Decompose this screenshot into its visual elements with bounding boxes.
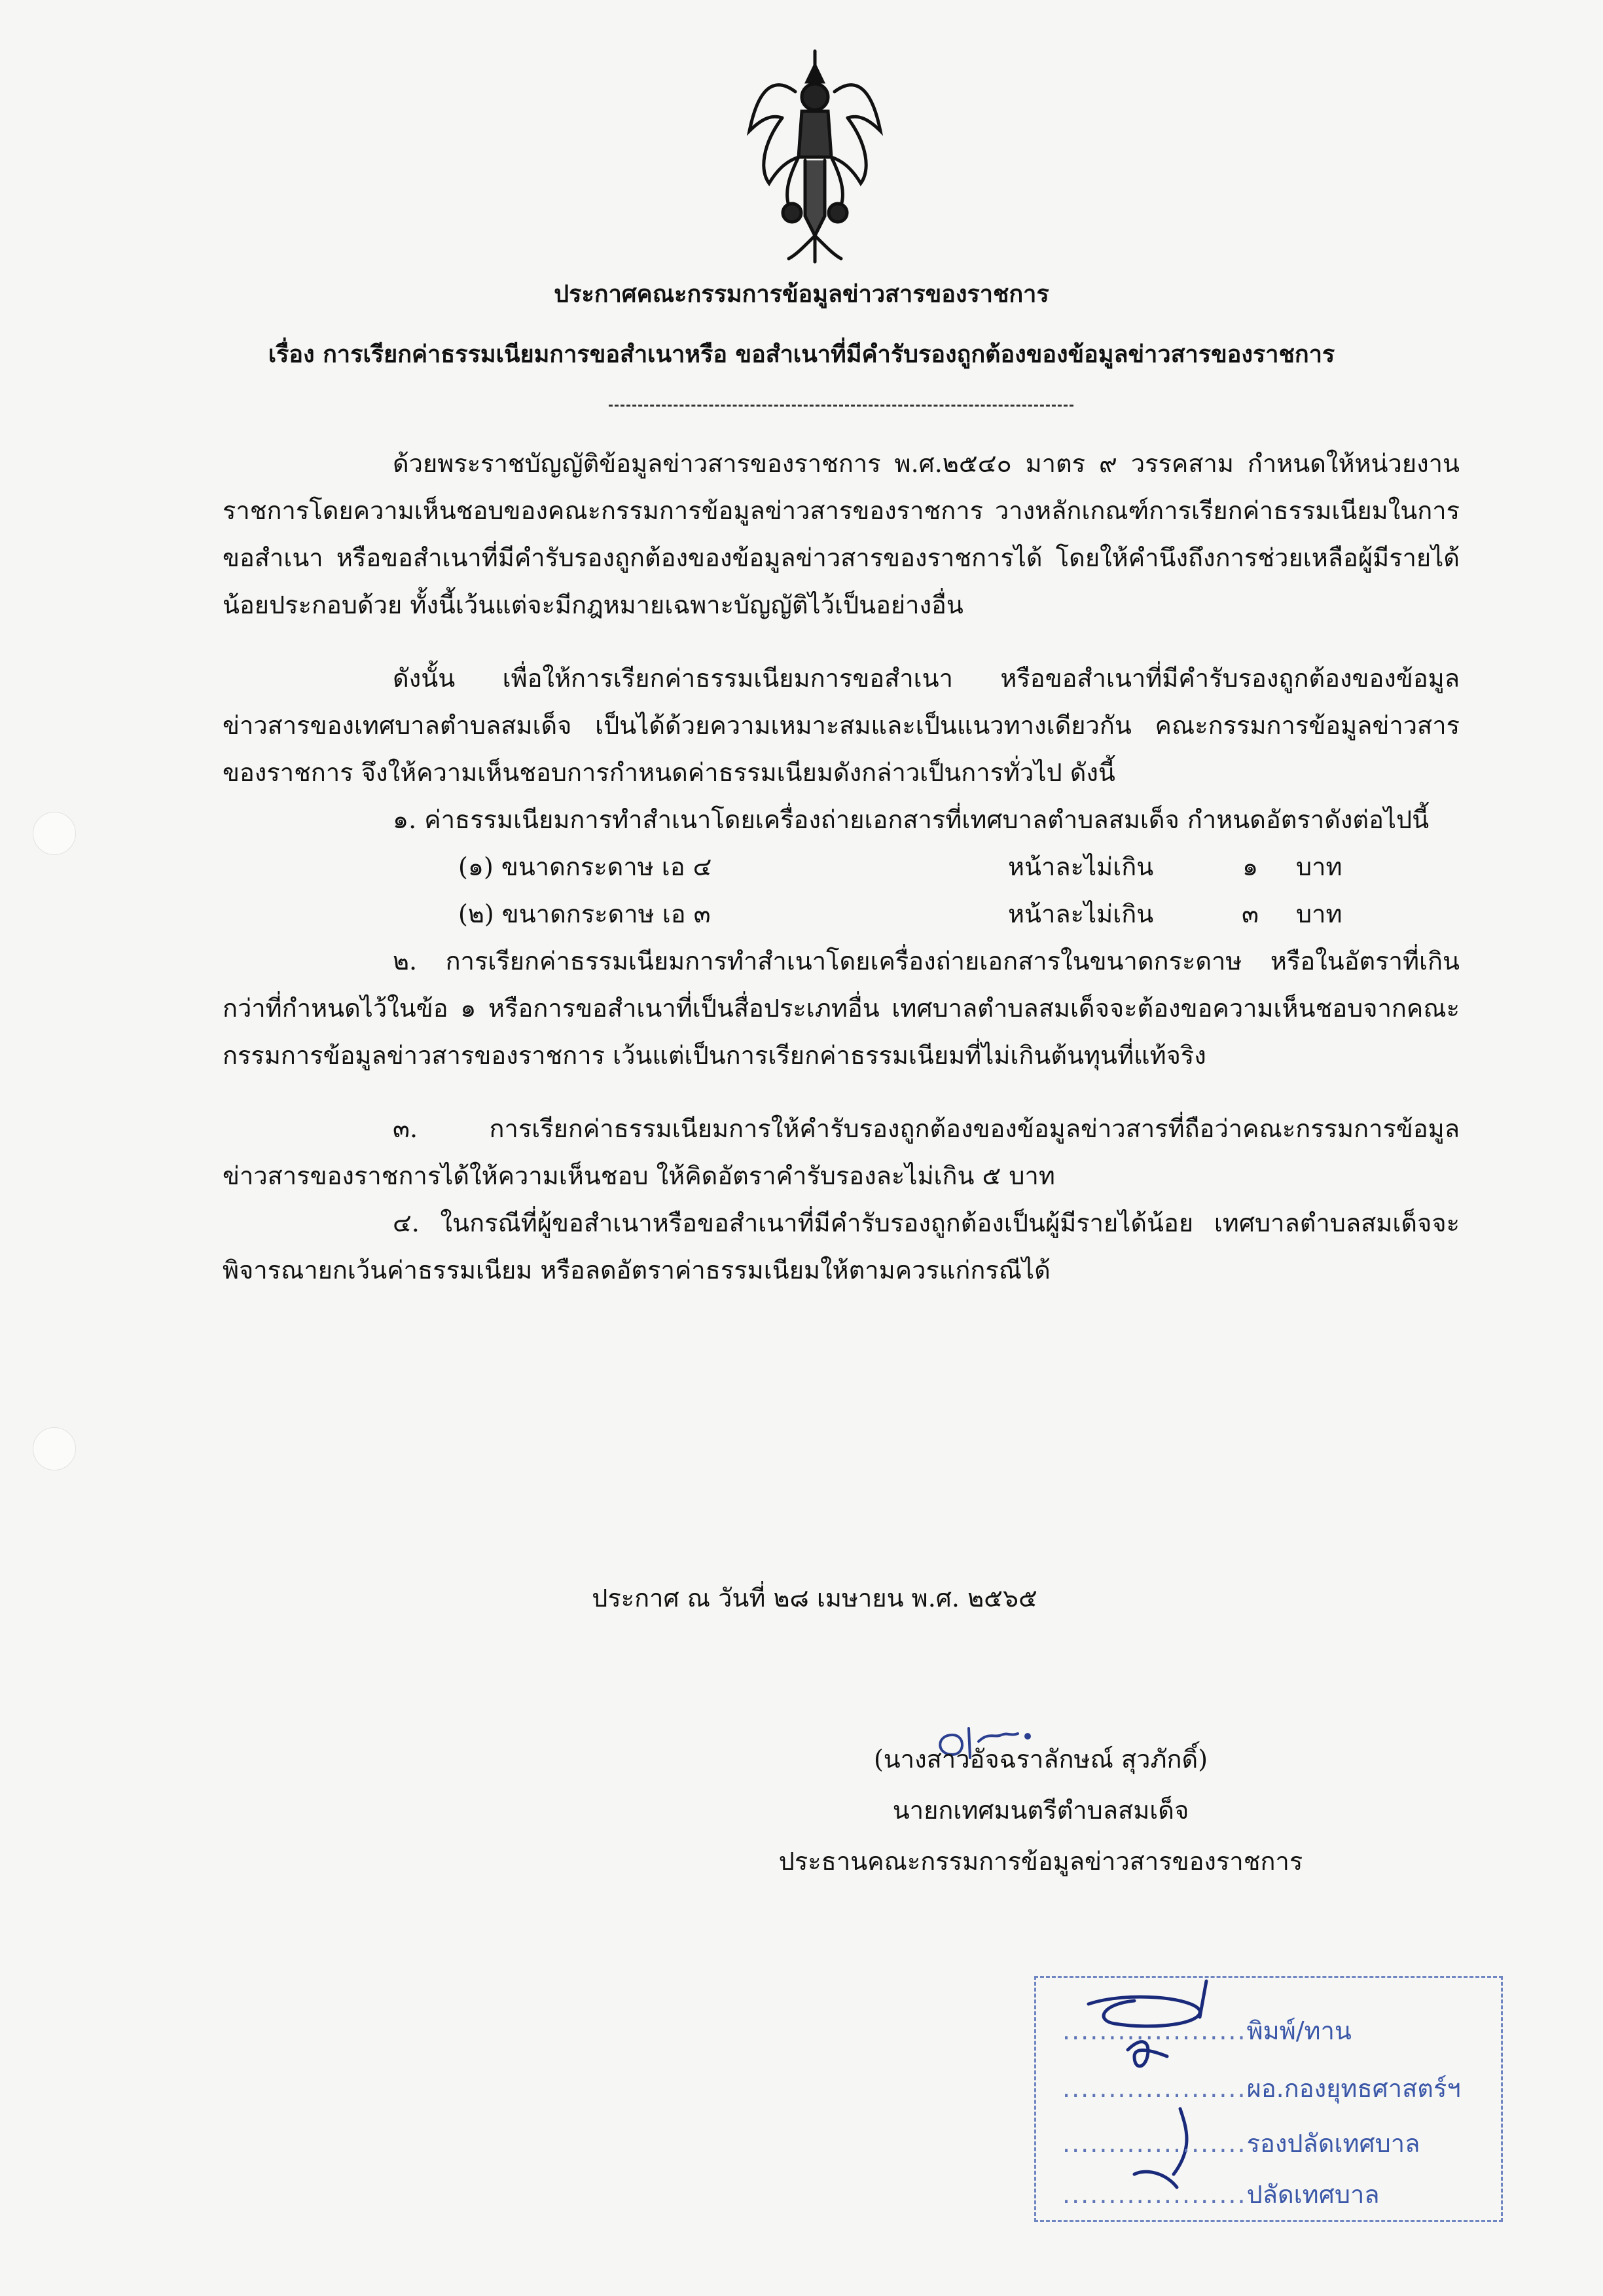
paragraph-preamble: ด้วยพระราชบัญญัติข้อมูลข่าวสารของราชการ พ.ศ.๒๕๔๐ มาตร ๙ วรรคสาม กำหนดให้หน่วยงานราชการโดยความเห็นชอบของคณะกรรมการข้อมูลข่าวสารของราชการ วางหลักเกณฑ์การเรียกค่าธรรมเนียมในการขอสำเนา หรือขอสำเนาที่มีคำรับรองถูกต้องของข้อมูลข่าวสารของราชการได้ โดยให้คำนึงถึงการช่วยเหลือผู้มีรายได้น้อยประกอบด้วย ทั้งนี้เว้นแต่จะมีกฎหมายเฉพาะบัญญัติไว้เป็นอย่างอื่น (223, 449, 1460, 619)
title-divider (609, 405, 1073, 407)
fee-row (458, 843, 1460, 890)
stamp-typed-checked: พิมพ์/ทาน (1246, 2016, 1352, 2045)
stamp-dots: .................... (1062, 2129, 1247, 2158)
clause-3: ๓. การเรียกค่าธรรมเนียมการให้คำรับรองถูกต้องของข้อมูลข่าวสารที่ถือว่าคณะกรรมการข้อมูลข่าวสารของราชการได้ให้ความเห็นชอบ ให้คิดอัตราคำรับรองละไม่เกิน ๕ บาท (223, 1114, 1460, 1190)
fee-unit: บาท (1296, 900, 1342, 928)
signatory-position: นายกเทศมนตรีตำบลสมเด็จ (892, 1796, 1189, 1825)
stamp-strategy-director: ผอ.กองยุทธศาสตร์ฯ (1246, 2074, 1461, 2103)
routing-stamp (1034, 1976, 1503, 2222)
paragraph-therefore: ดังนั้น เพื่อให้การเรียกค่าธรรมเนียมการขอสำเนา หรือขอสำเนาที่มีคำรับรองถูกต้องของข้อมูลข่าวสารของเทศบาลตำบลสมเด็จ เป็นได้ด้วยความเหมาะสมและเป็นแนวทางเดียวกัน คณะกรรมการข้อมูลข่าวสารของราชการ จึงให้ความเห็นชอบการกำหนดค่าธรรมเนียมดังกล่าวเป็นการทั่วไป ดังนี้ (223, 664, 1460, 787)
stamp-dots: .................... (1062, 2016, 1247, 2045)
announcement-date: ประกาศ ณ วันที่ ๒๘ เมษายน พ.ศ. ๒๕๖๕ (592, 1584, 1037, 1613)
signature-block (753, 1683, 1329, 1887)
punch-hole-top (33, 812, 76, 855)
stamp-municipal-clerk: ปลัดเทศบาล (1246, 2180, 1380, 2209)
subject-title: เรื่อง การเรียกค่าธรรมเนียมการขอสำเนาหรือ ขอสำเนาที่มีคำรับรองถูกต้องของข้อมูลข่าวสารของราชการ (268, 340, 1335, 368)
clause-4: ๔. ในกรณีที่ผู้ขอสำเนาหรือขอสำเนาที่มีคำรับรองถูกต้องเป็นผู้มีรายได้น้อย เทศบาลตำบลสมเด็จจะพิจารณายกเว้นค่าธรรมเนียม หรือลดอัตราค่าธรรมเนียมให้ตามควรแก่กรณีได้ (223, 1209, 1460, 1285)
clause-2: ๒. การเรียกค่าธรรมเนียมการทำสำเนาโดยเครื่องถ่ายเอกสารในขนาดกระดาษ หรือในอัตราที่เกินกว่าที่กำหนดไว้ในข้อ ๑ หรือการขอสำเนาที่เป็นสื่อประเภทอื่น เทศบาลตำบลสมเด็จจะต้องขอความเห็นชอบจากคณะกรรมการข้อมูลข่าวสารของราชการ เว้นแต่เป็นการเรียกค่าธรรมเนียมที่ไม่เกินต้นทุนที่แท้จริง (223, 947, 1460, 1070)
stamp-deputy-clerk: รองปลัดเทศบาล (1246, 2129, 1420, 2158)
signatory-name: (นางสาวอัจฉราลักษณ์ สุวภักดิ์) (873, 1745, 1208, 1774)
fee-unit: บาท (1296, 852, 1342, 881)
punch-hole-bottom (33, 1427, 76, 1470)
fee-amount: ๓ (1242, 900, 1259, 928)
fee-desc: (๒) ขนาดกระดาษ เอ ๓ (458, 900, 711, 928)
garuda-emblem-icon (743, 46, 887, 268)
announcement-title: ประกาศคณะกรรมการข้อมูลข่าวสารของราชการ (554, 280, 1049, 308)
stamp-dots: .................... (1062, 2180, 1247, 2209)
fee-per: หน้าละไม่เกิน (1008, 900, 1154, 928)
fee-row (458, 890, 1460, 938)
stamp-dots: .................... (1062, 2074, 1247, 2103)
announcement-body (223, 440, 1460, 1294)
fee-amount: ๑ (1242, 852, 1259, 881)
signatory-committee-role: ประธานคณะกรรมการข้อมูลข่าวสารของราชการ (778, 1847, 1303, 1876)
fee-desc: (๑) ขนาดกระดาษ เอ ๔ (458, 852, 712, 881)
clause-1: ๑. ค่าธรรมเนียมการทำสำเนาโดยเครื่องถ่ายเอกสารที่เทศบาลตำบลสมเด็จ กำหนดอัตราดังต่อไปนี้ (393, 805, 1430, 834)
fee-per: หน้าละไม่เกิน (1008, 852, 1154, 881)
